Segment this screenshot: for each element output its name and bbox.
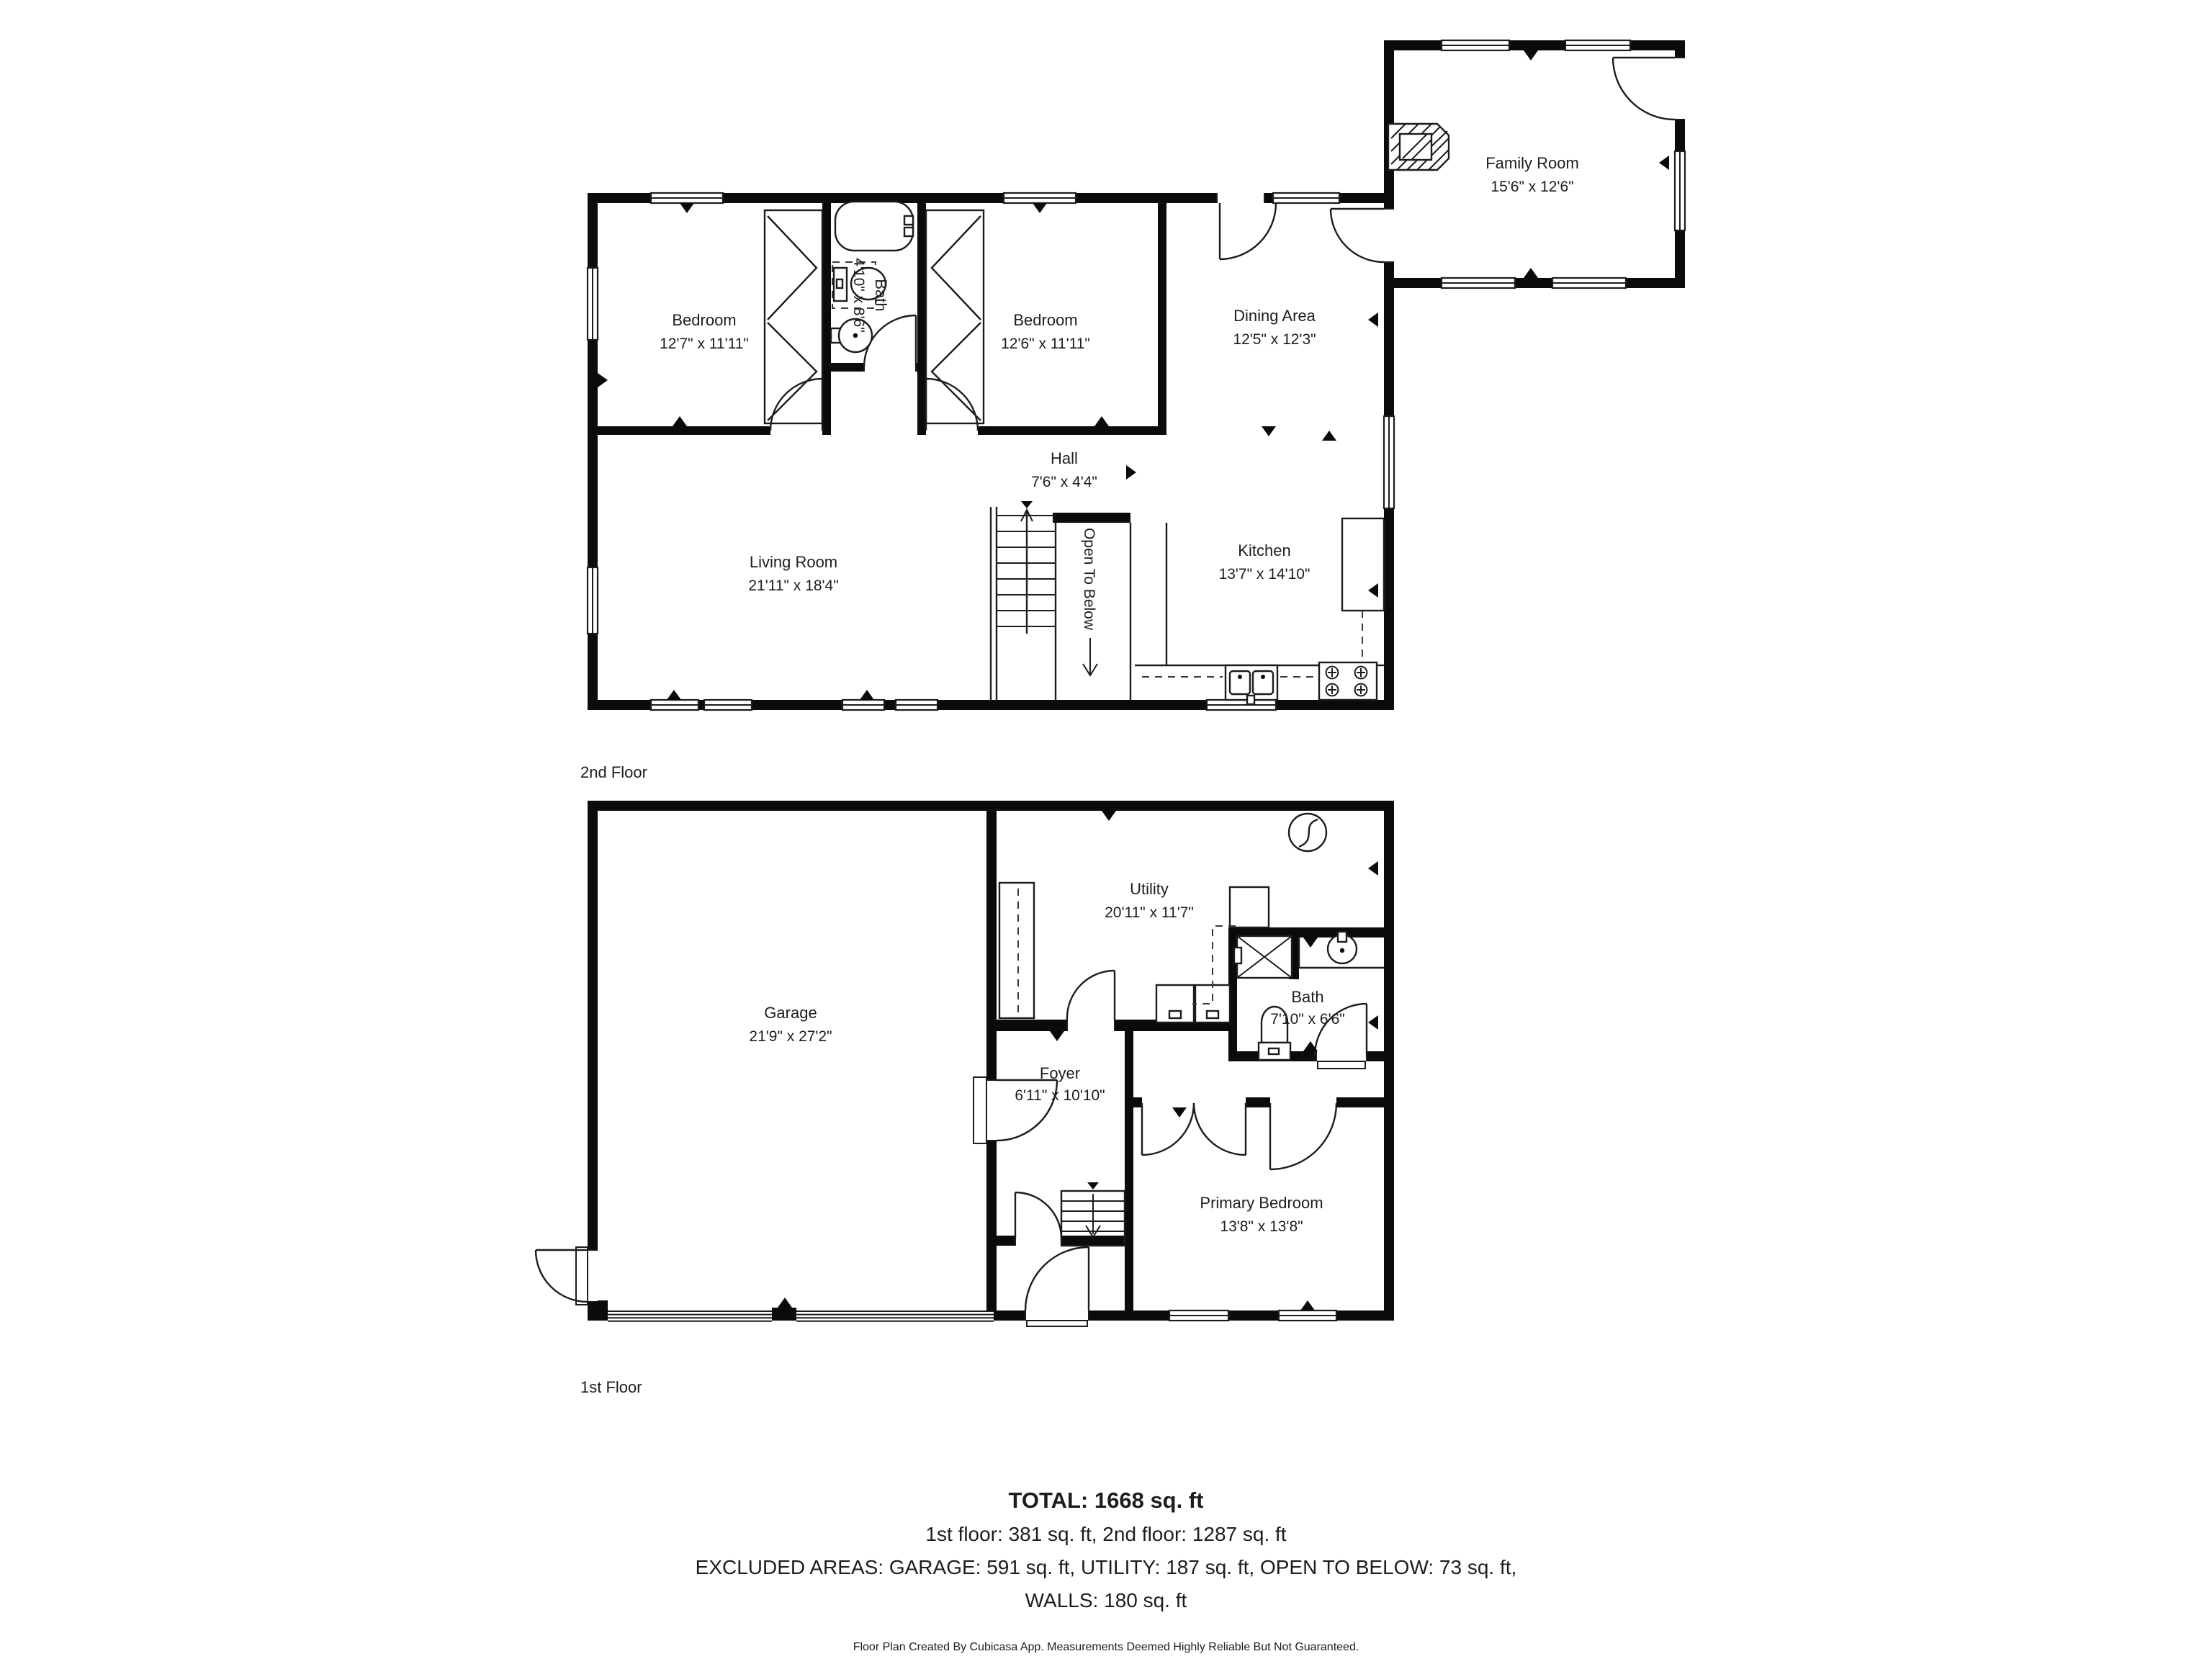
second-floor-ticks [598,50,1669,700]
bedroom2-closet [926,210,984,423]
room-dims-garage: 21'9" x 27'2" [749,1028,832,1045]
shower-icon [1234,936,1292,978]
staircase-up-icon [991,501,1056,700]
room-label-utility: Utility [1130,880,1169,898]
room-dims-living: 21'11" x 18'4" [748,577,839,594]
footer-disclaimer: Floor Plan Created By Cubicasa App. Measurements Deemed Highly Reliable But Not Guaranteed. [853,1641,1359,1653]
room-dims-hall: 7'6" x 4'4" [1031,474,1097,490]
room-label-family-room: Family Room [1485,154,1579,172]
dining-family-room-door [1331,209,1394,262]
dryer-icon [1195,985,1230,1022]
room-label-kitchen: Kitchen [1238,541,1291,559]
front-entry-door [1025,1247,1089,1326]
primary-closet-doors [1142,1103,1246,1155]
room-label-primary-bedroom: Primary Bedroom [1200,1194,1323,1212]
room-dims-kitchen: 13'7" x 14'10" [1218,566,1310,583]
room-label-bath2: Bath [872,279,890,312]
floor-areas-text: 1st floor: 381 sq. ft, 2nd floor: 1287 sq. ft [925,1523,1287,1545]
first-floor-doors [536,971,1367,1326]
washer-icon [1156,985,1194,1022]
family-room-exterior-door [1613,58,1685,120]
bedroom1-closet [765,210,822,423]
room-dims-bath1: 7'10" x 6'6" [1270,1011,1345,1028]
utility-door [1067,971,1115,1031]
second-floor-plan [580,40,1685,781]
first-floor-plan [536,801,1394,1396]
room-dims-utility: 20'11" x 11'7" [1105,904,1194,921]
room-dims-bedroom1: 12'7" x 11'11" [660,336,749,352]
stove-icon [1319,662,1377,700]
room-label-bedroom2: Bedroom [1013,311,1078,329]
room-label-living: Living Room [749,553,838,571]
second-floor-windows [588,40,1685,710]
room-label-garage: Garage [764,1004,817,1022]
second-floor-label: 2nd Floor [580,763,647,781]
total-area-text: TOTAL: 1668 sq. ft [1008,1488,1204,1513]
first-floor-label: 1st Floor [580,1378,642,1396]
area-summary [696,1488,1517,1653]
pantry-cabinet [999,883,1034,1018]
room-label-foyer: Foyer [1039,1064,1081,1082]
fireplace-icon [1388,124,1449,170]
room-dims-family-room: 15'6" x 12'6" [1491,179,1574,195]
excluded-areas-text: EXCLUDED AREAS: GARAGE: 591 sq. ft, UTILITY: 187 sq. ft, OPEN TO BELOW: 73 sq. ft, [695,1556,1517,1578]
room-dims-dining: 12'5" x 12'3" [1233,331,1316,348]
room-label-hall: Hall [1051,449,1078,467]
room-dims-bath2: 4'10" x 8'6" [850,258,867,333]
electrical-panel-icon [1289,814,1326,851]
room-label-bedroom1: Bedroom [672,311,737,329]
room-label-dining: Dining Area [1233,307,1316,325]
room-dims-foyer: 6'11" x 10'10" [1015,1087,1105,1104]
foyer-landing-door [1015,1192,1061,1246]
room-dims-primary-bedroom: 13'8" x 13'8" [1220,1218,1303,1235]
room-label-bath1: Bath [1291,988,1324,1006]
second-floor-walls [588,40,1685,710]
water-heater-icon [1230,887,1269,927]
kitchen-sink-icon [1226,665,1277,704]
walls-area-text: WALLS: 180 sq. ft [1025,1589,1187,1611]
garage-door-icon [608,1311,994,1321]
bath2-door [864,315,916,372]
room-dims-bedroom2: 12'6" x 11'11" [1001,336,1090,352]
primary-bedroom-door [1270,1103,1336,1169]
open-to-below-label: Open To Below [1081,527,1097,631]
garage-side-door [536,1247,598,1305]
bathtub-icon [835,202,913,251]
